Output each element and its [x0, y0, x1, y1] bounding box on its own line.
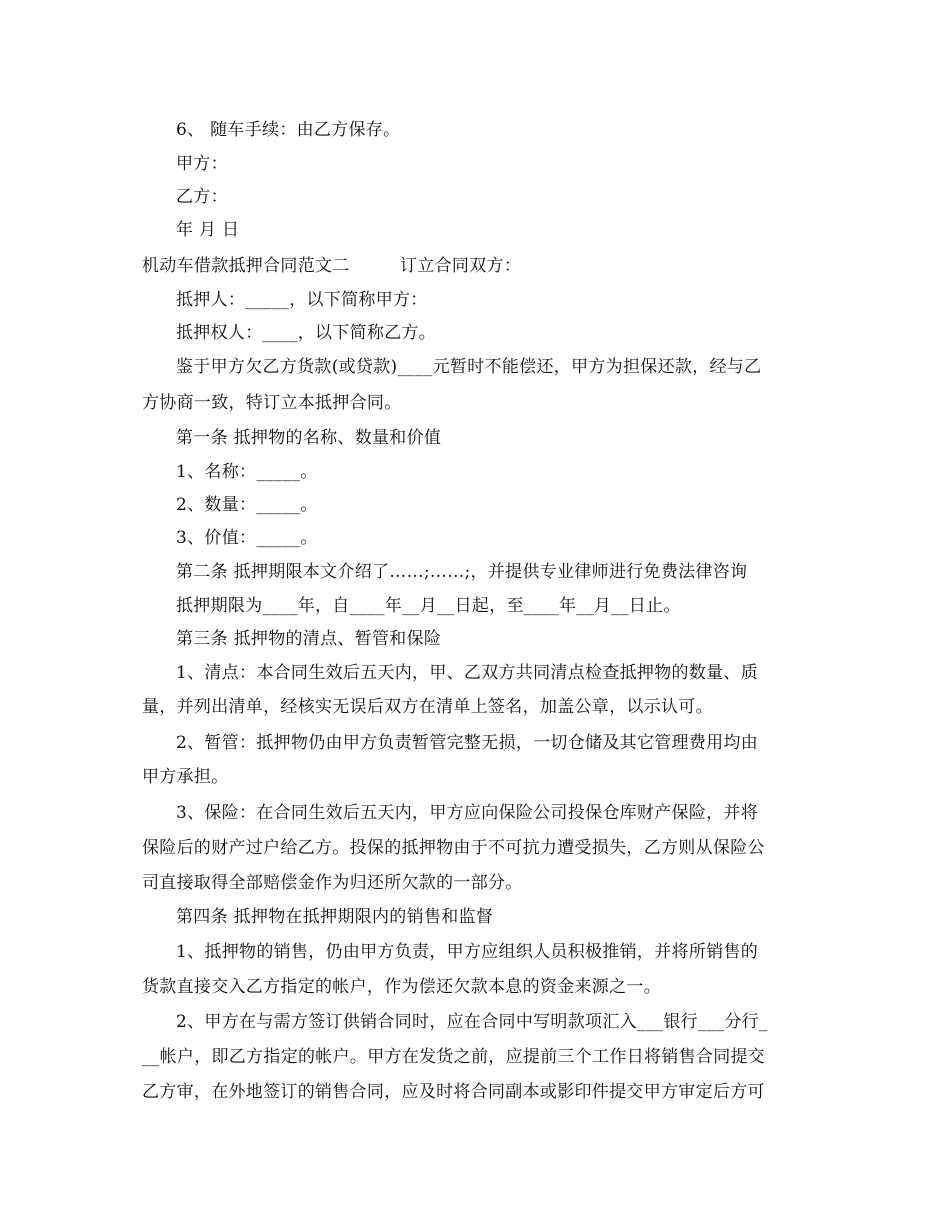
section-heading: 第四条 抵押物在抵押期限内的销售和监督: [176, 907, 494, 927]
paragraph-line: 3、价值：_____。: [176, 528, 318, 548]
paragraph-line: 3、保险：在合同生效后五天内，甲方应向保险公司投保仓库财产保险，并将: [176, 803, 759, 823]
paragraph-line: 方协商一致，特订立本抵押合同。: [142, 393, 402, 413]
paragraph-line: 1、清点：本合同生效后五天内，甲、乙双方共同清点检查抵押物的数量、质: [176, 663, 759, 683]
paragraph-line: 抵押期限为____年，自____年__月__日起，至____年__月__日止。: [176, 596, 681, 616]
section-heading: 第三条 抵押物的清点、暂管和保险: [176, 629, 442, 649]
paragraph-line: 司直接取得全部赔偿金作为归还所欠款的一部分。: [142, 873, 523, 893]
document-subtitle: 订立合同双方：: [400, 256, 522, 276]
paragraph-line: 甲方承担。: [142, 767, 229, 787]
paragraph-line: 2、暂管：抵押物仍由甲方负责暂管完整无损，一切仓储及其它管理费用均由: [176, 733, 759, 753]
paragraph-line: 2、甲方在与需方签订供销合同时，应在合同中写明款项汇入___银行___分行_: [176, 1012, 768, 1032]
document-title: 机动车借款抵押合同范文二: [142, 256, 350, 276]
section-heading: 第二条 抵押期限本文介绍了……;……;，并提供专业律师进行免费法律咨询: [176, 562, 748, 582]
paragraph-line: 1、名称：_____。: [176, 462, 318, 482]
paragraph-line: 乙方：: [176, 187, 228, 207]
paragraph-line: 保险后的财产过户给乙方。投保的抵押物由于不可抗力遭受损失，乙方则从保险公: [142, 838, 765, 858]
paragraph-line: 1、抵押物的销售，仍由甲方负责，甲方应组织人员积极推销，并将所销售的: [176, 942, 759, 962]
paragraph-line: 甲方：: [176, 154, 228, 174]
paragraph-line: 乙方审，在外地签订的销售合同，应及时将合同副本或影印件提交甲方审定后方可: [142, 1082, 765, 1102]
paragraph-line: 货款直接交入乙方指定的帐户，作为偿还欠款本息的资金来源之一。: [142, 977, 661, 997]
paragraph-line: __帐户，即乙方指定的帐户。甲方在发货之前，应提前三个工作日将销售合同提交: [142, 1047, 766, 1067]
section-heading: 第一条 抵押物的名称、数量和价值: [176, 428, 442, 448]
paragraph-line: 抵押权人：____，以下简称乙方。: [176, 323, 437, 343]
paragraph-line: 量，并列出清单，经核实无误后双方在清单上签名，加盖公章，以示认可。: [142, 697, 713, 717]
paragraph-line: 鉴于甲方欠乙方货款(或贷款)____元暂时不能偿还，甲方为担保还款，经与乙: [176, 357, 762, 377]
paragraph-line: 2、数量：_____。: [176, 495, 318, 515]
paragraph-line: 年 月 日: [176, 220, 240, 240]
paragraph-line: 抵押人：_____，以下简称甲方：: [176, 290, 428, 310]
paragraph-line: 6、 随车手续：由乙方保存。: [176, 120, 401, 140]
